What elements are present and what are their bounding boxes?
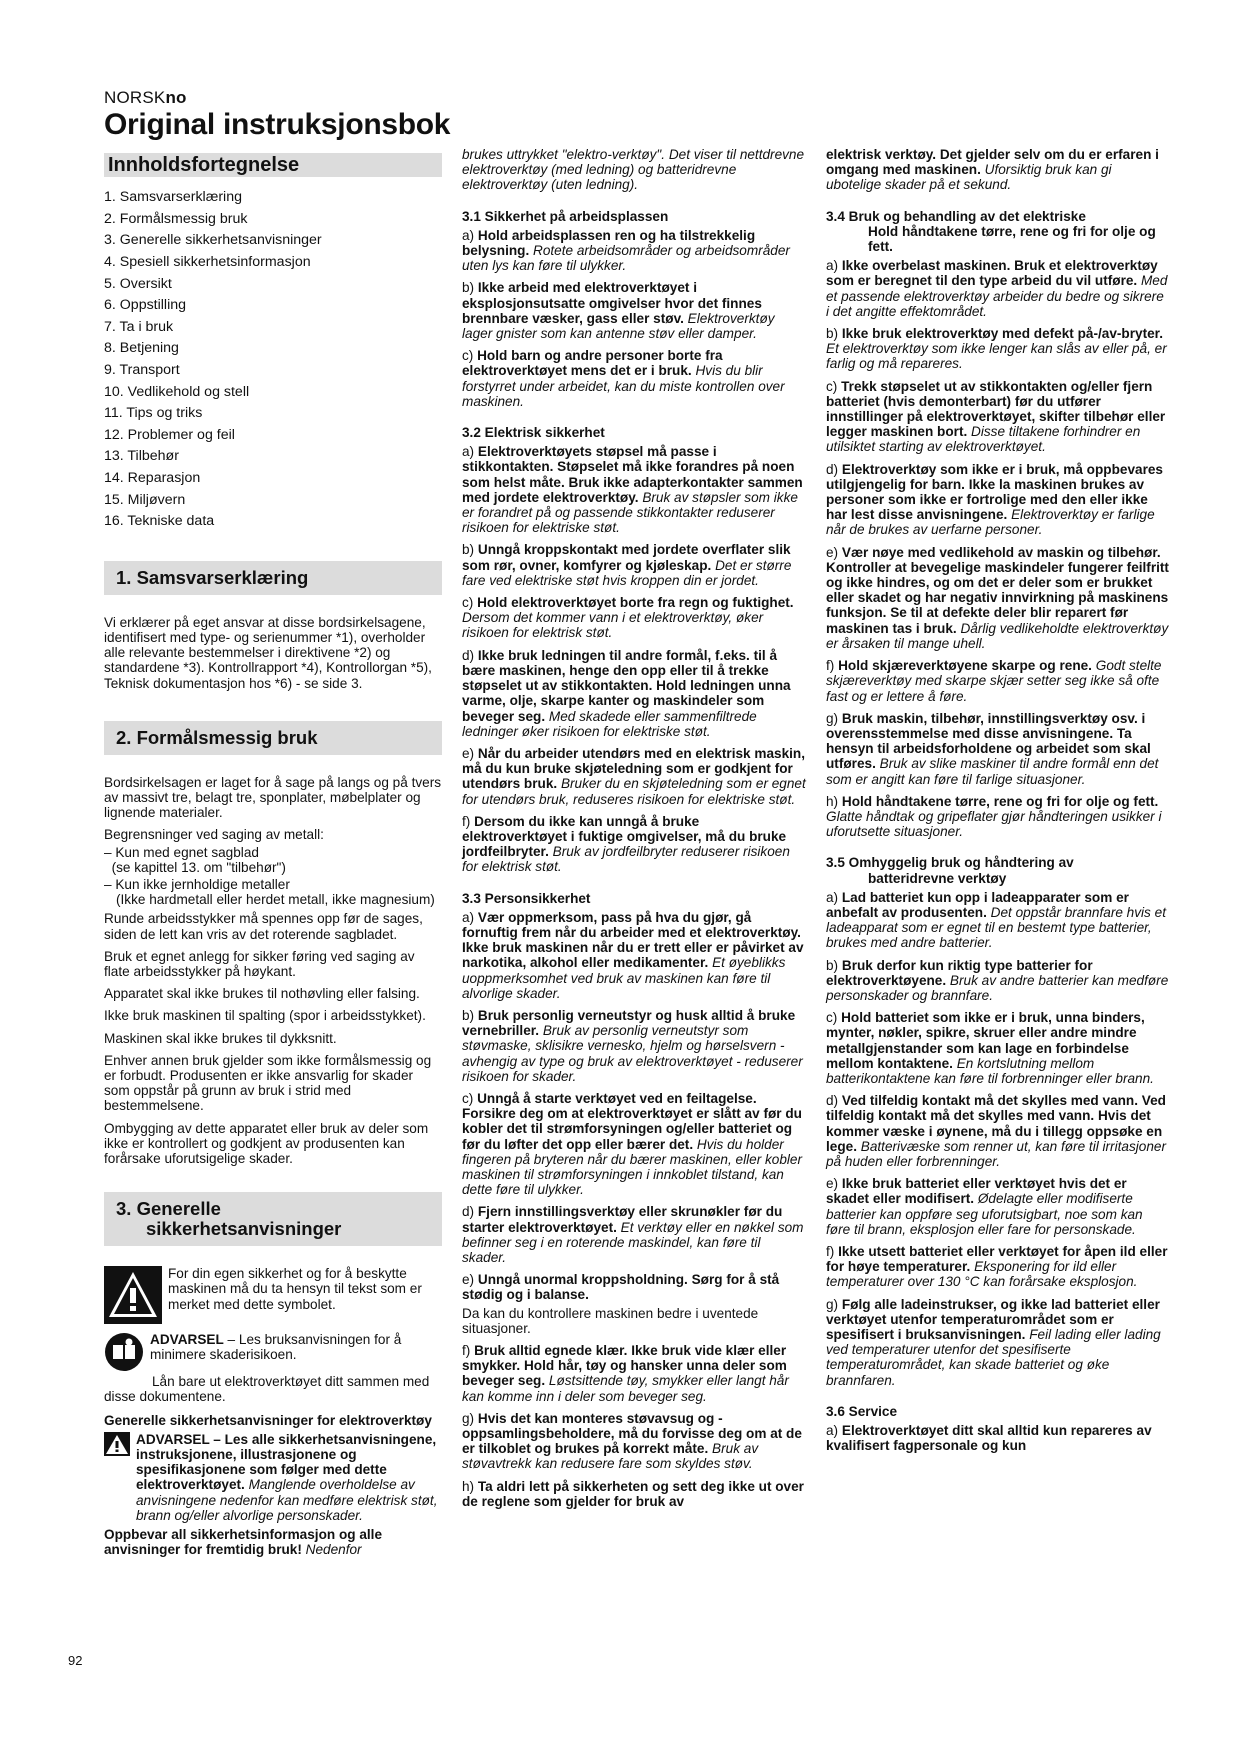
- safety-item: f) Hold skjæreverktøyene skarpe og rene. Godt stelte skjæreverktøy med skarpe skjær setter seg ikke så ofte fast og er lettere å føre.: [826, 658, 1162, 704]
- warning-triangle-icon: [104, 1266, 162, 1324]
- safety-item: h) Hold håndtakene tørre, rene og fri for olje og fett. Glatte håndtak og gripeflater gjør håndteringen usikker i uforutsette situasjoner.: [826, 793, 1162, 840]
- safety-item: f) Bruk alltid egnede klær. Ikke bruk vide klær eller smykker. Hold hår, tøy og hansker unna deler som beveger seg. Løstsittende tøy, smykker eller langt hår kan komme inn i deler som beveger seg.: [462, 1343, 789, 1404]
- safety-item: c) Hold elektroverktøyet borte fra regn og fuktighet. Dersom det kommer vann i et elektroverktøy, øker risikoen for elektrisk støt.: [462, 595, 794, 641]
- subheading: 3.3 Personsikkerhet: [462, 890, 591, 906]
- toc-item[interactable]: 2. Formålsmessig bruk: [104, 210, 248, 227]
- toc-item[interactable]: 5. Oversikt: [104, 275, 172, 292]
- subheading: 3.6 Service: [826, 1403, 898, 1419]
- paragraph: brukes uttrykket "elektro-verktøy". Det viser til nettdrevne elektroverktøy (med ledning) og batteridrevne elektroverktøy (uten ledning).: [462, 147, 805, 193]
- safety-item: c) Hold batteriet som ikke er i bruk, unna binders, mynter, nøkler, spikre, skruer eller andre mindre metallgjenstander som kan lage en forbindelse mellom kontaktene. En kortslutning mellom batterikontaktene kan føre til forbrenninger eller brann.: [826, 1010, 1154, 1086]
- paragraph: Apparatet skal ikke brukes til nothøvling eller falsing.: [104, 986, 420, 1002]
- paragraph: Begrensninger ved saging av metall:: [104, 827, 324, 843]
- safety-item: c) Trekk støpselet ut av stikkontakten og/eller fjern batteriet (hvis demonterbart) før du utfører innstillinger på elektroverktøyet, skifter tilbehør eller legger maskinen bort. Disse tiltakene forhindrer en utilsiktet starting av elektroverktøyet.: [826, 378, 1166, 455]
- dash-item: – Kun ikke jernholdige metaller (Ikke hardmetall eller herdet metall, ikke magnesium): [104, 876, 435, 908]
- safety-item: g) Bruk maskin, tilbehør, innstillingsverktøy osv. i overensstemmelse med disse anvisningene. Ta hensyn til arbeidsforholdene og arbeidet som skal utføres. Bruk av slike maskiner til andre formål enn det som er angitt kan føre til farlige situasjoner.: [826, 710, 1159, 787]
- safety-item: c) Unngå å starte verktøyet ved en feiltagelse. Forsikre deg om at elektroverktøyet er slått av før du kobler det til strømforsyningen og/eller batteriet og før du løfter det opp eller bærer det. Hvis du holder fingeren på bryteren når du bærer maskinen, eller kobler maskinen til strømforsyningen i innkoblet tilstand, kan dette føre til ulykker.: [462, 1090, 803, 1198]
- read-manual-icon: [104, 1332, 144, 1372]
- toc-item[interactable]: 4. Spesiell sikkerhetsinformasjon: [104, 253, 311, 270]
- safety-item: e) Unngå unormal kroppsholdning. Sørg for å stå stødig og i balanse.: [462, 1272, 780, 1303]
- section-2-heading: 2. Formålsmessig bruk: [104, 721, 442, 755]
- subheading: Generelle sikkerhetsanvisninger for elektroverktøy: [104, 1412, 432, 1428]
- paragraph: Bordsirkelsagen er laget for å sage på langs og på tvers av massivt tre, belagt tre, sponplater, møbelplater og lignende materialer.: [104, 774, 442, 821]
- warning-triangle-icon: [104, 1432, 130, 1456]
- safety-item: f) Ikke utsett batteriet eller verktøyet for åpen ild eller for høye temperaturer. Eksponering for ild eller temperaturer over 130 °C kan forårsake eksplosjon.: [826, 1244, 1168, 1290]
- paragraph: Enhver annen bruk gjelder som ikke formålsmessig og er forbudt. Produsenten er ikke ansvarlig for skader som oppstår på grunn av bruk i strid med bestemmelsene.: [104, 1052, 432, 1114]
- toc-item[interactable]: 9. Transport: [104, 361, 180, 378]
- safety-item: b) Unngå kroppskontakt med jordete overflater slik som rør, ovner, komfyrer og kjøleskap. Det er større fare ved elektriske støt hvis kroppen din er jordet.: [462, 542, 792, 588]
- paragraph: Ikke bruk maskinen til spalting (spor i arbeidsstykket).: [104, 1008, 426, 1024]
- safety-item: a) Elektroverktøyets støpsel må passe i stikkontakten. Støpselet må ikke forandres på noen som helst måte. Bruk ikke adapterkontakter sammen med jordete elektroverktøy. Bruk av støpsler som ikke er forandret på og passende stikkontakter reduserer risikoen for elektriske støt.: [462, 444, 803, 536]
- toc-list: [104, 187, 442, 533]
- safety-item: a) Ikke overbelast maskinen. Bruk et elektroverktøy som er beregnet til den type arbeid du vil utføre. Med et passende elektroverktøy arbeider du bedre og sikrere i det angitte effektområdet.: [826, 258, 1168, 319]
- toc-item[interactable]: 6. Oppstilling: [104, 297, 187, 314]
- safety-item: c) Hold barn og andre personer borte fra elektroverktøyet mens det er i bruk. Hvis du blir forstyrret under arbeidet, kan du miste kontrollen over maskinen.: [462, 348, 785, 409]
- language-label: NORSKno: [104, 88, 187, 107]
- warning-intro-text: For din egen sikkerhet og for å beskytte maskinen må du ta hensyn til tekst som er merket med dette symbolet.: [168, 1266, 422, 1312]
- warning-label: ADVARSEL: [150, 1332, 224, 1348]
- safety-item: a) Lad batteriet kun opp i ladeapparater som er anbefalt av produsenten. Det oppstår brannfare hvis et ladeapparat som er egnet til en bestemt type batterier, brukes med andre batterier.: [826, 889, 1166, 951]
- safety-item: b) Bruk derfor kun riktig type batterier for elektroverktøyene. Bruk av andre batterier kan medføre personskader og brannfare.: [826, 957, 1169, 1003]
- safety-item: b) Ikke arbeid med elektroverktøyet i eksplosjonsutsatte omgivelser hvor det finnes brennbare væsker, gass eller støv. Elektroverktøy lager gnister som kan antenne støv eller damper.: [462, 280, 775, 342]
- page-number: 92: [68, 1653, 83, 1668]
- safety-item: f) Dersom du ikke kan unngå å bruke elektroverktøyet i fuktige omgivelser, må du bruke jordfeilbryter. Bruk av jordfeilbryter reduserer risikoen for elektrisk støt.: [462, 813, 790, 875]
- paragraph: Da kan du kontrollere maskinen bedre i uventede situasjoner.: [462, 1305, 759, 1336]
- toc-item[interactable]: 3. Generelle sikkerhetsanvisninger: [104, 232, 322, 249]
- safety-item: e) Vær nøye med vedlikehold av maskin og tilbehør. Kontroller at bevegelige maskindeler fungerer feilfritt og ikke hindres, og om det er deler som er brukket eller skadet og har negativ innvirkning på maskinens funksjon. Se til at defekte deler blir reparert før maskinen tas i bruk. Dårlig vedlikeholdte elektroverktøy er årsaken til mange uhell.: [826, 544, 1169, 651]
- subheading: 3.5 Omhyggelig bruk og håndtering av batteridrevne verktøy: [826, 855, 1074, 886]
- safety-item: d) Fjern innstillingsverktøy eller skrunøkler før du starter elektroverktøyet. Et verktøy eller en nøkkel som befinner seg i en roterende maskindel, kan føre til skader.: [462, 1204, 804, 1265]
- toc-item[interactable]: 1. Samsvarserklæring: [104, 189, 242, 206]
- safety-item: a) Hold arbeidsplassen ren og ha tilstrekkelig belysning. Rotete arbeidsområder og arbeidsområder uten lys kan føre til ulykker.: [462, 227, 790, 274]
- column-3: [826, 147, 1170, 1460]
- toc-item[interactable]: 11. Tips og triks: [104, 405, 203, 422]
- toc-item[interactable]: 16. Tekniske data: [104, 513, 215, 530]
- paragraph: Maskinen skal ikke brukes til dykksnitt.: [104, 1030, 337, 1046]
- toc-item[interactable]: 13. Tilbehør: [104, 448, 179, 465]
- toc-item[interactable]: 7. Ta i bruk: [104, 318, 174, 335]
- toc-item[interactable]: 15. Miljøvern: [104, 491, 186, 508]
- toc-item[interactable]: 12. Problemer og feil: [104, 426, 235, 443]
- column-2: [462, 147, 806, 1516]
- subheading: 3.2 Elektrisk sikkerhet: [462, 425, 605, 441]
- safety-item: b) Bruk personlig verneutstyr og husk alltid å bruke vernebriller. Bruk av personlig verneutstyr som støvmaske, sklisikre vernesko, hjelm og hørselsvern - avhengig av type og bruk av elektroverktøyet - reduserer risikoen for skader.: [462, 1007, 803, 1084]
- paragraph: Ombygging av dette apparatet eller bruk av deler som ikke er kontrollert og godkjent av produsenten kan forårsake uforutsigelige skader.: [104, 1120, 429, 1166]
- read-manual-warning: ADVARSEL – Les bruksanvisningen for å minimere skaderisikoen.: [104, 1332, 442, 1372]
- dash-item: – Kun med egnet sagblad (se kapittel 13. om "tilbehør"): [104, 844, 286, 875]
- section-1-heading: 1. Samsvarserklæring: [104, 561, 442, 595]
- safety-item: a) Elektroverktøyet ditt skal alltid kun repareres av kvalifisert fagpersonale og kun: [826, 1423, 1152, 1454]
- paragraph: Runde arbeidsstykker må spennes opp før de sages, siden de lett kan vris av det roterende sagbladet.: [104, 911, 423, 942]
- paragraph: elektrisk verktøy. Det gjelder selv om du er erfaren i omgang med maskinen. Uforsiktig bruk kan gi ubotelige skader på et sekund.: [826, 147, 1159, 193]
- paragraph: Bruk et egnet anlegg for sikker føring ved saging av flate arbeidsstykker på høykant.: [104, 948, 415, 979]
- subheading: 3.1 Sikkerhet på arbeidsplassen: [462, 208, 669, 224]
- column-1: [104, 153, 442, 1564]
- toc-item[interactable]: 14. Reparasjon: [104, 469, 201, 486]
- safety-item: e) Når du arbeider utendørs med en elektrisk maskin, må du kun bruke skjøteledning som er godkjent for utendørs bruk. Bruker du en skjøteledning som er egnet for utendørs bruk, reduseres risikoen for elektriske støt.: [462, 745, 806, 807]
- safety-item: g) Følg alle ladeinstrukser, og ikke lad batteriet eller verktøyet utenfor temperaturområdet som er spesifisert i bruksanvisningen. Feil lading eller lading ved temperaturer utenfor det spesifiserte temperaturområdet, kan skade batteriet og øke brannfaren.: [826, 1296, 1161, 1388]
- safety-item: d) Ved tilfeldig kontakt må det skylles med vann. Ved tilfeldig kontakt må det skylles med vann. Hvis det kommer væske i øynene, må du i tillegg oppsøke en lege. Batterivæske som renner ut, kan føre til irritasjoner på huden eller forbrenninger.: [826, 1093, 1166, 1169]
- safety-item: a) Vær oppmerksom, pass på hva du gjør, gå fornuftig frem når du arbeider med et elektroverktøy. Ikke bruk maskinen når du er trett eller er påvirket av narkotika, alkohol eller medikamenter. Et øyeblikks uoppmerksomhet ved bruk av maskinen kan føre til alvorlige skader.: [462, 909, 804, 1001]
- safety-item: h) Ta aldri lett på sikkerheten og sett deg ikke ut over de reglene som gjelder for bruk av: [462, 1478, 804, 1509]
- safety-item: d) Elektroverktøy som ikke er i bruk, må oppbevares utilgjengelig for barn. Ikke la maskinen brukes av personer som ikke er fortrolige med den eller ikke har lest disse anvisningene. Elektroverktøy er farlige når de brukes av uerfarne personer.: [826, 461, 1163, 538]
- safety-item: g) Hvis det kan monteres støvavsug og -oppsamlingsbeholdere, må du forvisse deg om at de er tilkoblet og brukes på korrekt måte. Bruk av støvavtrekk kan redusere fare som skyldes støv.: [462, 1410, 802, 1472]
- warning-intro: [104, 1266, 442, 1324]
- section-3-heading: 3. Generelle sikkerhetsanvisninger: [104, 1192, 442, 1246]
- safety-item: e) Ikke bruk batteriet eller verktøyet hvis det er skadet eller modifisert. Ødelagte eller modifiserte batterier kan oppføre seg uforutsigbart, noe som kan føre til brann, eksplosjon eller fare for personskade.: [826, 1176, 1143, 1237]
- safety-item: d) Ikke bruk ledningen til andre formål, f.eks. til å bære maskinen, henge den opp eller til å trekke støpselet ut av stikkontakten. Hold ledningen unna varme, olje, skarpe kanter og maskindeler som beveger seg. Med skadede eller sammenfiltrede ledninger øker risikoen for elektriske støt.: [462, 647, 791, 739]
- safety-item: b) Ikke bruk elektroverktøy med defekt på-/av-bryter. Et elektroverktøy som ikke lenger kan slås av eller på, er farlig og må repareres.: [826, 326, 1167, 372]
- toc-heading: Innholdsfortegnelse: [104, 153, 442, 177]
- paragraph: Lån bare ut elektroverktøyet ditt sammen med disse dokumentene.: [104, 1374, 430, 1405]
- section-1-text: Vi erklærer på eget ansvar at disse bordsirkelsagene, identifisert med type- og serienummer *1), overholder alle relevante bestemmelser i direktivene *2) og standardene *3). Kontrollrapport *4), Kontrollorgan *5), Teknisk dokumentasjon hos *6) - se side 3.: [104, 614, 432, 691]
- toc-item[interactable]: 8. Betjening: [104, 340, 179, 357]
- subheading: 3.4 Bruk og behandling av det elektriske Hold håndtakene tørre, rene og fri for olje og fett.: [826, 208, 1156, 255]
- toc-item[interactable]: 10. Vedlikehold og stell: [104, 383, 250, 400]
- general-warning: ADVARSEL – Les alle sikkerhetsanvisningene, instruksjonene, illustrasjonene og spesifikasjonene som følger med dette elektroverktøyet. Manglende overholdelse av anvisningene nedenfor kan medføre elektrisk støt, brann og/eller alvorlige personskader.: [104, 1432, 442, 1523]
- paragraph: Oppbevar all sikkerhetsinformasjon og alle anvisninger for fremtidig bruk! Nedenfor: [104, 1527, 383, 1558]
- document-title: Original instruksjonsbok: [104, 108, 451, 141]
